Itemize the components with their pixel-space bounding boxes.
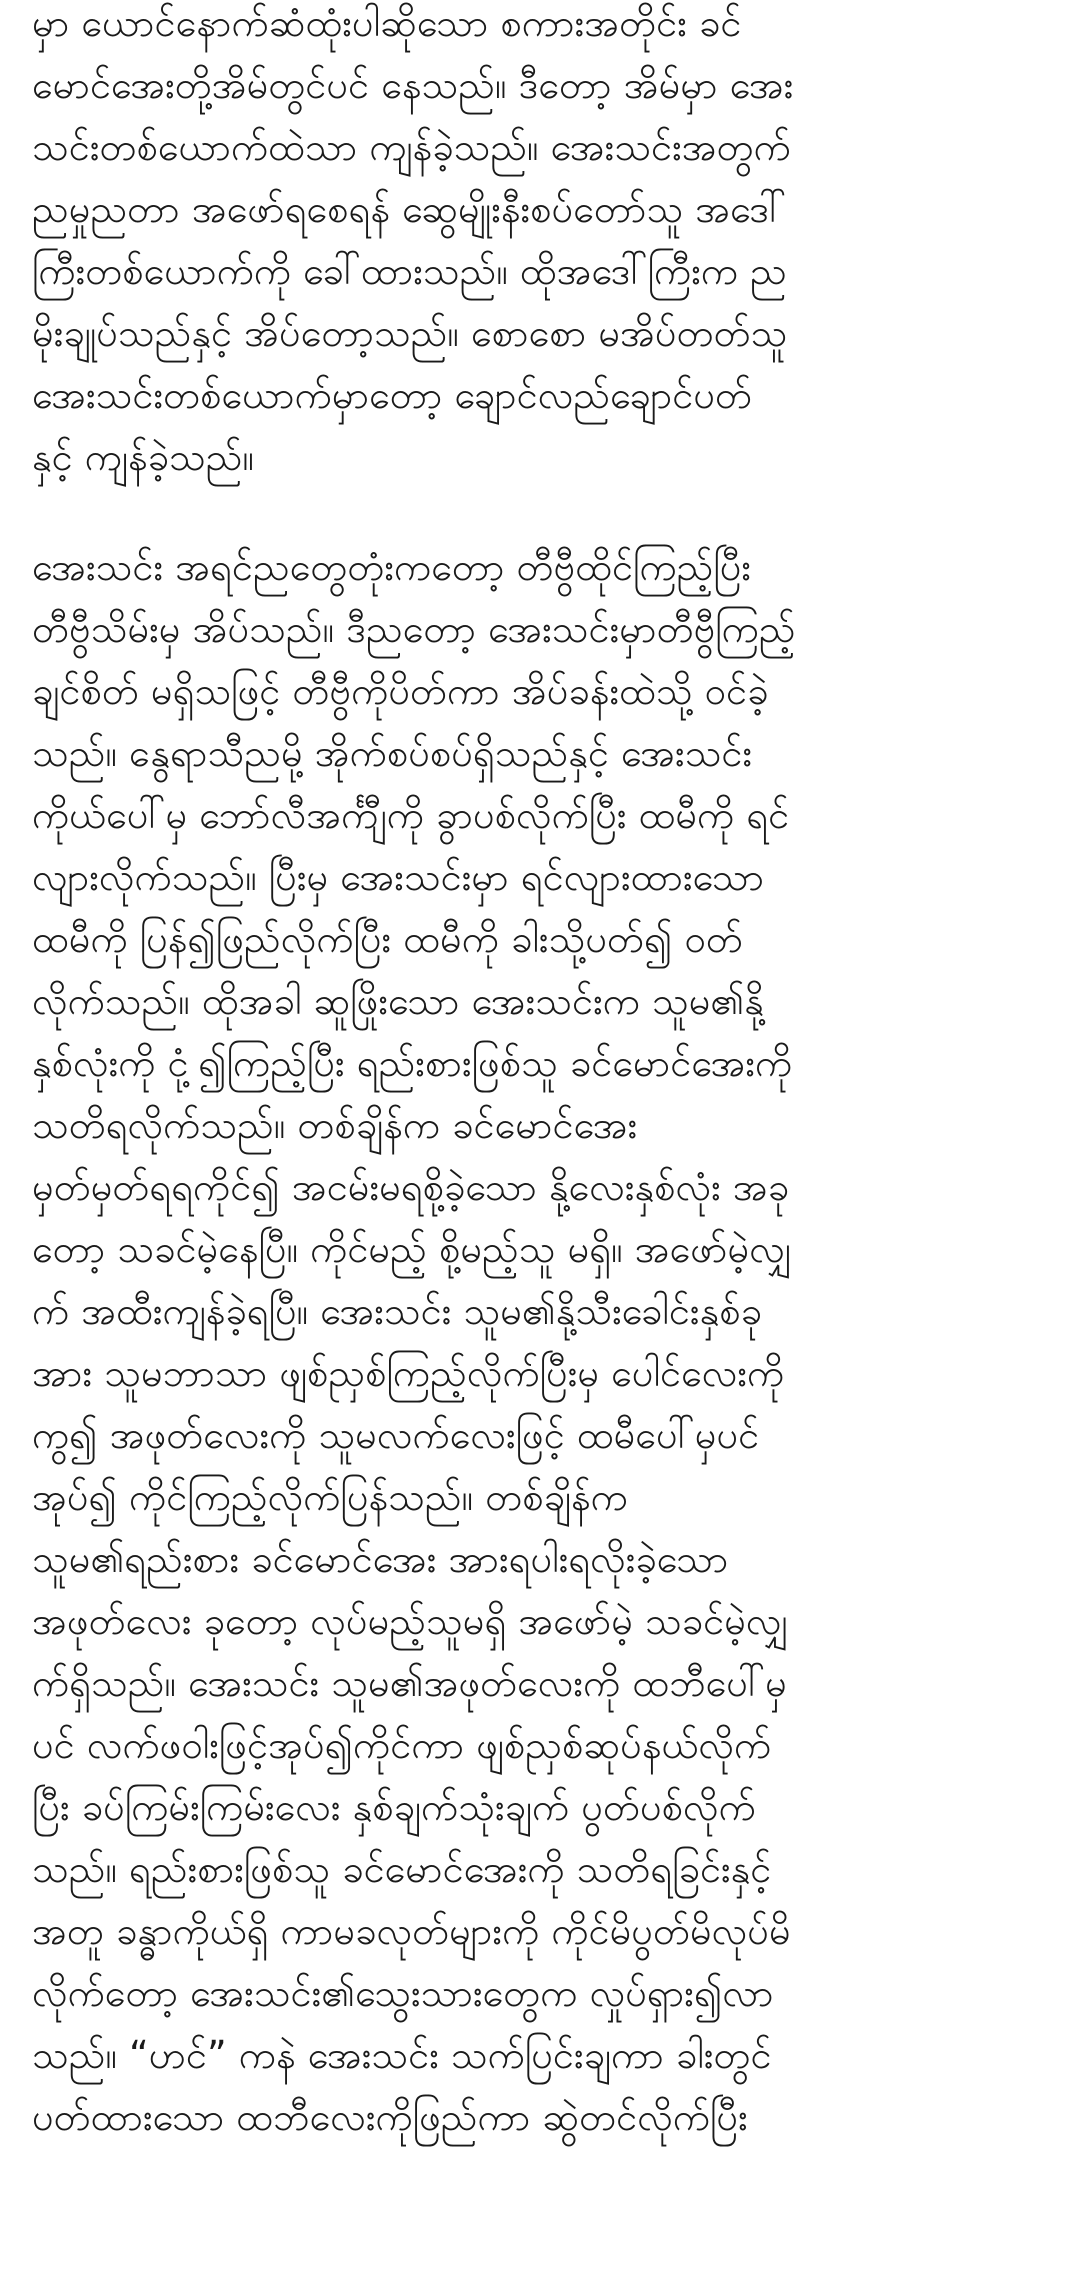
text-line: ကြီးတစ်ယောက်ကို ခေါ်ထားသည်။ ထိုအဒေါ်ကြီးက ည [32,249,787,293]
paragraph-spacer [32,488,1040,536]
text-line: က်ရှိသည်။ အေးသင်း သူမ၏အဖုတ်လေးကို ထဘီပေါ်မှ [32,1661,787,1705]
text-line: ကိုယ်ပေါ်မှ ဘော်လီအင်္ကျီကို ခွာပစ်လိုက်ပြီး ထမီကို ရင် [32,793,790,837]
text-line: သင်းတစ်ယောက်ထဲသာ ကျန်ခဲ့သည်။ အေးသင်းအတွက် [32,125,791,169]
text-line: နှင့် ကျန်ခဲ့သည်။ [32,435,255,479]
text-line: ကွ၍ အဖုတ်လေးကို သူမလက်လေးဖြင့် ထမီပေါ်မှပင် [32,1413,760,1457]
text-line: နှစ်လုံးကို ငုံ့၍ကြည့်ပြီး ရည်းစားဖြစ်သူ ခင်မောင်အေးကို [32,1041,793,1085]
text-line: က် အထီးကျန်ခဲ့ရပြီ။ အေးသင်း သူမ၏နို့သီးခေါင်းနှစ်ခု [32,1289,762,1333]
text-line: ပင် လက်ဖဝါးဖြင့်အုပ်၍ကိုင်ကာ ဖျစ်ညှစ်ဆုပ်နယ်လိုက် [32,1723,772,1767]
text-line: သည်။ နွေရာသီညမို့ အိုက်စပ်စပ်ရှိသည်နှင့် အေးသင်း [32,731,753,775]
text-line: လိုက်တော့ အေးသင်း၏သွေးသားတွေက လှုပ်ရှား၍လာ [32,1971,774,2015]
text-line: သူမ၏ရည်းစား ခင်မောင်အေး အားရပါးရလိုးခဲ့သော [32,1537,729,1581]
text-line: လျားလိုက်သည်။ ပြီးမှ အေးသင်းမှာ ရင်လျားထားသော [32,855,765,899]
text-line: လိုက်သည်။ ထိုအခါ ဆူဖြိုးသော အေးသင်းက သူမ၏နို့ [32,979,764,1023]
text-line: တီဗွီသိမ်းမှ အိပ်သည်။ ဒီညတော့ အေးသင်းမှာတီဗွီကြည့် [32,607,796,651]
text-line: ပြီး ခပ်ကြမ်းကြမ်းလေး နှစ်ချက်သုံးချက် ပွတ်ပစ်လိုက် [32,1785,756,1829]
text-line: ချင်စိတ် မရှိသဖြင့် တီဗွီကိုပိတ်ကာ အိပ်ခန်းထဲသို့ ဝင်ခဲ့ [32,669,769,713]
text-line: သည်။ “ဟင်” ကနဲ အေးသင်း သက်ပြင်းချကာ ခါးတွင် [32,2033,772,2077]
text-line: ပတ်ထားသော ထဘီလေးကိုဖြည်ကာ ဆွဲတင်လိုက်ပြီး [32,2095,748,2139]
text-line: အား သူမဘာသာ ဖျစ်ညှစ်ကြည့်လိုက်ပြီးမှ ပေါင်လေးကို [32,1351,785,1395]
text-line: မှာ ယောင်နောက်ဆံထုံးပါဆိုသော စကားအတိုင်း ခင် [32,1,742,45]
text-line: အေးသင်းတစ်ယောက်မှာတော့ ချောင်လည်ချောင်ပတ် [32,373,753,417]
text-line: ညမှုညတာ အဖော်ရစေရန် ဆွေမျိုးနီးစပ်တော်သူ အဒေါ် [32,187,787,231]
text-line: အတူ ခန္ဓာကိုယ်ရှိ ကာမခလုတ်များကို ကိုင်မိပွတ်မိလုပ်မိ [32,1909,791,1953]
text-line: မှတ်မှတ်ရရကိုင်၍ အငမ်းမရစို့ခဲ့သော နို့လေးနှစ်လုံး အခု [32,1165,790,1209]
text-line: မောင်အေးတို့အိမ်တွင်ပင် နေသည်။ ဒီတော့ အိမ်မှာ အေး [32,63,794,107]
text-line: သတိရလိုက်သည်။ တစ်ချိန်က ခင်မောင်အေး [32,1103,638,1147]
text-line: အုပ်၍ ကိုင်ကြည့်လိုက်ပြန်သည်။ တစ်ချိန်က [32,1475,628,1519]
text-line: မိုးချုပ်သည်နှင့် အိပ်တော့သည်။ စောစော မအိပ်တတ်သူ [32,311,788,355]
paragraph-2 [32,536,1040,2148]
text-line: အဖုတ်လေး ခုတော့ လုပ်မည့်သူမရှိ အဖော်မဲ့ သခင်မဲ့လျှ [32,1599,790,1643]
text-line: တော့ သခင်မဲ့နေပြီ။ ကိုင်မည့် စို့မည့်သူ မရှိ။ အဖော်မဲ့လျှ [32,1227,793,1271]
text-line: အေးသင်း အရင်ညတွေတုံးကတော့ တီဗွီထိုင်ကြည့်ပြီး [32,545,752,589]
text-line: သည်။ ရည်းစားဖြစ်သူ ခင်မောင်အေးကို သတိရခြင်းနှင့် [32,1847,772,1891]
text-line: ထမီကို ပြန်၍ဖြည်လိုက်ပြီး ထမီကို ခါးသို့ပတ်၍ ဝတ် [32,917,743,961]
paragraph-1 [32,0,1040,488]
